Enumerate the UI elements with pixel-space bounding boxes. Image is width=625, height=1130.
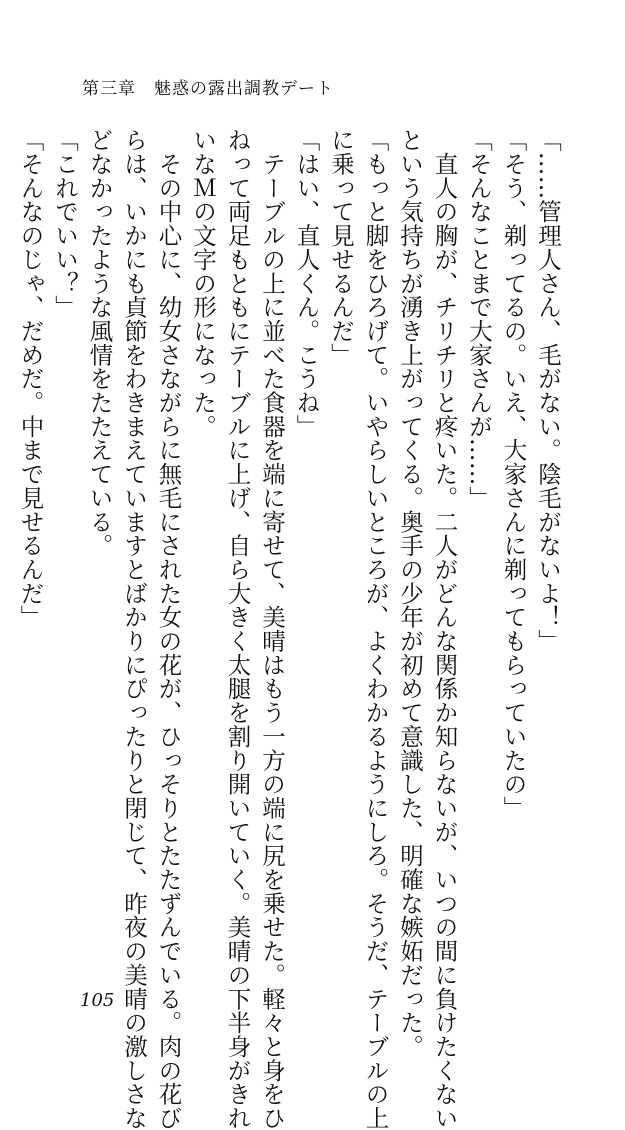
text-line: 「そんなのじゃ、だめだ。中まで見せるんだ」 [16, 128, 45, 629]
text-line: 「そんなことまで大家さんが……」 [465, 128, 493, 510]
text-line: に乗って見せるんだ」 [327, 128, 355, 367]
text-line: 「はい、直人くん。こうね」 [292, 128, 321, 439]
text-line: 「そう、剃ってるの。いえ、大家さんに剃ってもらっていたの」 [499, 128, 528, 820]
text-line: いなＭの文字の形になった。 [189, 128, 217, 439]
text-line: その中心に、幼女さながらに無毛にされた女の花が、ひっそりとたたずんでいる。肉の花び [154, 128, 183, 1130]
text-line: 「もっと脚をひろげて。いやらしいところが、よくわかるようにしろ。そうだ、テーブルの上 [361, 128, 390, 1130]
text-line: テーブルの上に並べた食器を端に寄せて、美晴はもう一方の端に尻を乗せた。軽々と身をひ [258, 128, 286, 1130]
text-line: どなかったような風情をたたえている。 [85, 128, 114, 558]
chapter-header: 第三章 魅惑の露出調教デート [82, 79, 334, 99]
text-line: 直人の胸が、チリチリと疼いた。二人がどんな関係か知らないが、いつの間に負けたくない [430, 128, 459, 1130]
text-line: らは、いかにも貞節をわきまえていますとばかりにぴったりと閉じて、昨夜の美晴の激しさな [120, 128, 148, 1130]
text-line: という気持ちが湧き上がってくる。奥手の少年が初めて意識した、明確な嫉妬だった。 [396, 128, 424, 1059]
text-line: ねって両足もともにテーブルに上げ、自ら大きく太腿を割り開いていく。美晴の下半身がきれ [223, 128, 252, 1130]
page-number: 105 [80, 990, 115, 1011]
text-line: 「これでいい？」 [51, 128, 79, 319]
text-line: 「……管理人さん、毛がない。陰毛がないよ！」 [534, 128, 562, 653]
